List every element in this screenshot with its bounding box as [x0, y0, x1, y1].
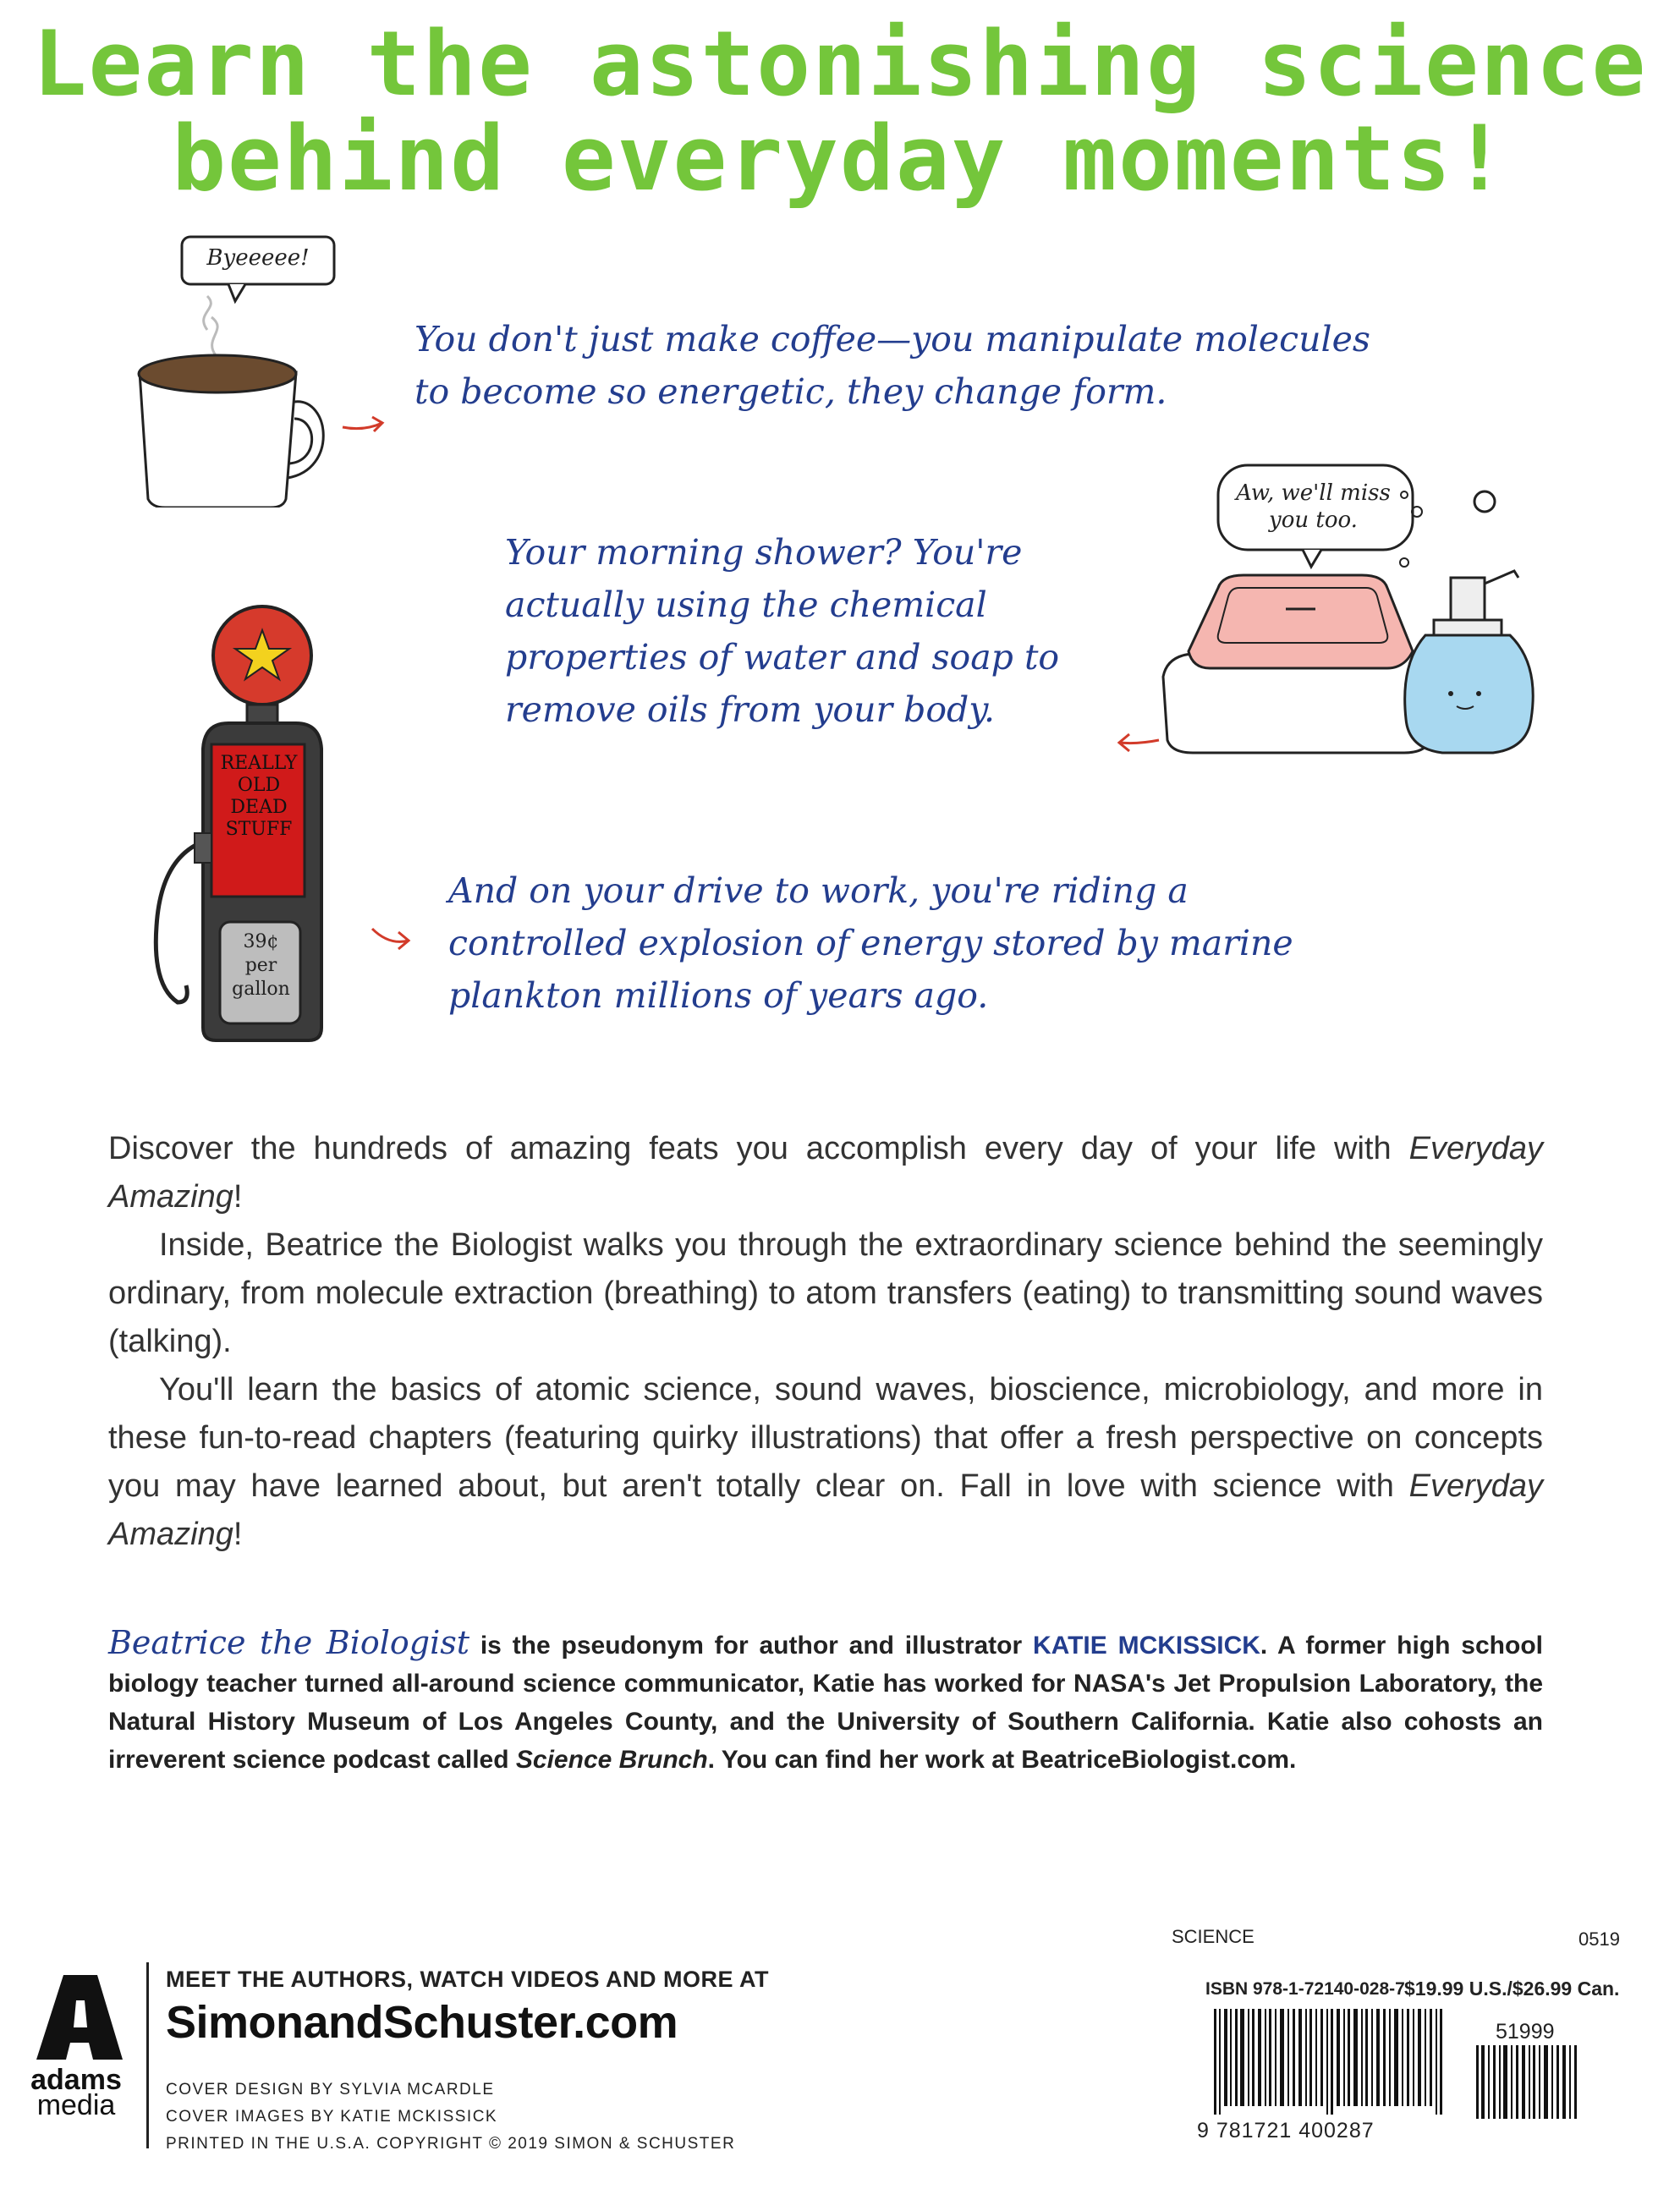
- publisher-logo-icon: [30, 1975, 123, 2060]
- description-paragraph-2: Inside, Beatrice the Biologist walks you through the extraordinary science behind the seemingly ordinary, from molecule extraction (breathing) to atom transfers (eating) to transmitting sound waves (talking).: [108, 1227, 1543, 1359]
- meet-authors-text: MEET THE AUTHORS, WATCH VIDEOS AND MORE AT: [166, 1967, 769, 1992]
- arrow-left-icon: [1112, 727, 1163, 757]
- edition-code: 0519: [1578, 1928, 1620, 1950]
- drive-caption: And on your drive to work, you're riding a controlled explosion of energy stored by marine plankton millions of years ago.: [448, 870, 1293, 1016]
- category-label: SCIENCE: [1172, 1926, 1255, 1947]
- pump-price: 39¢ per gallon: [232, 931, 290, 1000]
- shower-caption: Your morning shower? You're actually using the chemical properties of water and soap to remove oils from your body.: [505, 532, 1060, 730]
- headline-line-1: Learn the astonishing science: [32, 12, 1648, 116]
- arrow-right-icon: [338, 410, 389, 440]
- author-bio: Beatrice the Biologist is the pseudonym for author and illustrator KATIE MCKISSICK. A former high school biology teacher turned all-around science communicator, Katie has worked for NASA's Jet Propulsion Laboratory, the Natural History Museum of Los Angeles County, and the University of Southern California. Katie also cohosts an irreverent science podcast called Science Brunch. You can find her work at BeatriceBiologist.com.: [108, 1624, 1543, 1774]
- headline: [0, 12, 1680, 211]
- arrow-right-icon-2: [368, 922, 419, 952]
- pump-sign: REALLY OLD DEAD STUFF: [220, 753, 298, 840]
- footer-divider: [146, 1962, 149, 2148]
- description-paragraph-3: You'll learn the basics of atomic science, sound waves, bioscience, microbiology, and more in these fun-to-read chapters (featuring quirky illustrations) that offer a fresh perspective on concepts you may have learned about, but aren't totally clear on. Fall in love with science with Everyday Amazing!: [108, 1372, 1543, 1552]
- price-text: $19.99 U.S./$26.99 Can.: [1404, 1978, 1620, 2000]
- description-paragraph-1: Discover the hundreds of amazing feats you accomplish every day of your life with Everyday Amazing!: [108, 1131, 1543, 1215]
- coffee-speech-bubble: Byeeeee!: [206, 245, 310, 271]
- price-barcode-icon: [1476, 2045, 1582, 2119]
- publisher-name-line1: adams: [30, 2064, 122, 2096]
- soap-speech-bubble: Aw, we'll miss you too.: [1236, 480, 1391, 533]
- isbn-text: ISBN 978-1-72140-028-7: [1205, 1979, 1405, 1999]
- publisher-website[interactable]: SimonandSchuster.com: [166, 1997, 678, 2048]
- coffee-caption: You don't just make coffee—you manipulate molecules to become so energetic, they change form.: [415, 319, 1370, 412]
- cover-credits: COVER DESIGN BY SYLVIA MCARDLE COVER IMAGES BY KATIE MCKISSICK PRINTED IN THE U.S.A. COPYRIGHT © 2019 SIMON & SCHUSTER: [166, 2081, 736, 2153]
- headline-line-2: behind everyday moments!: [172, 107, 1508, 211]
- isbn-barcode-icon: [1214, 2009, 1459, 2119]
- publisher-name-line2: media: [36, 2089, 116, 2121]
- description: [108, 1125, 1543, 1559]
- barcode-digits: 9 781721 400287: [1197, 2119, 1375, 2142]
- price-code: 51999: [1496, 2020, 1555, 2044]
